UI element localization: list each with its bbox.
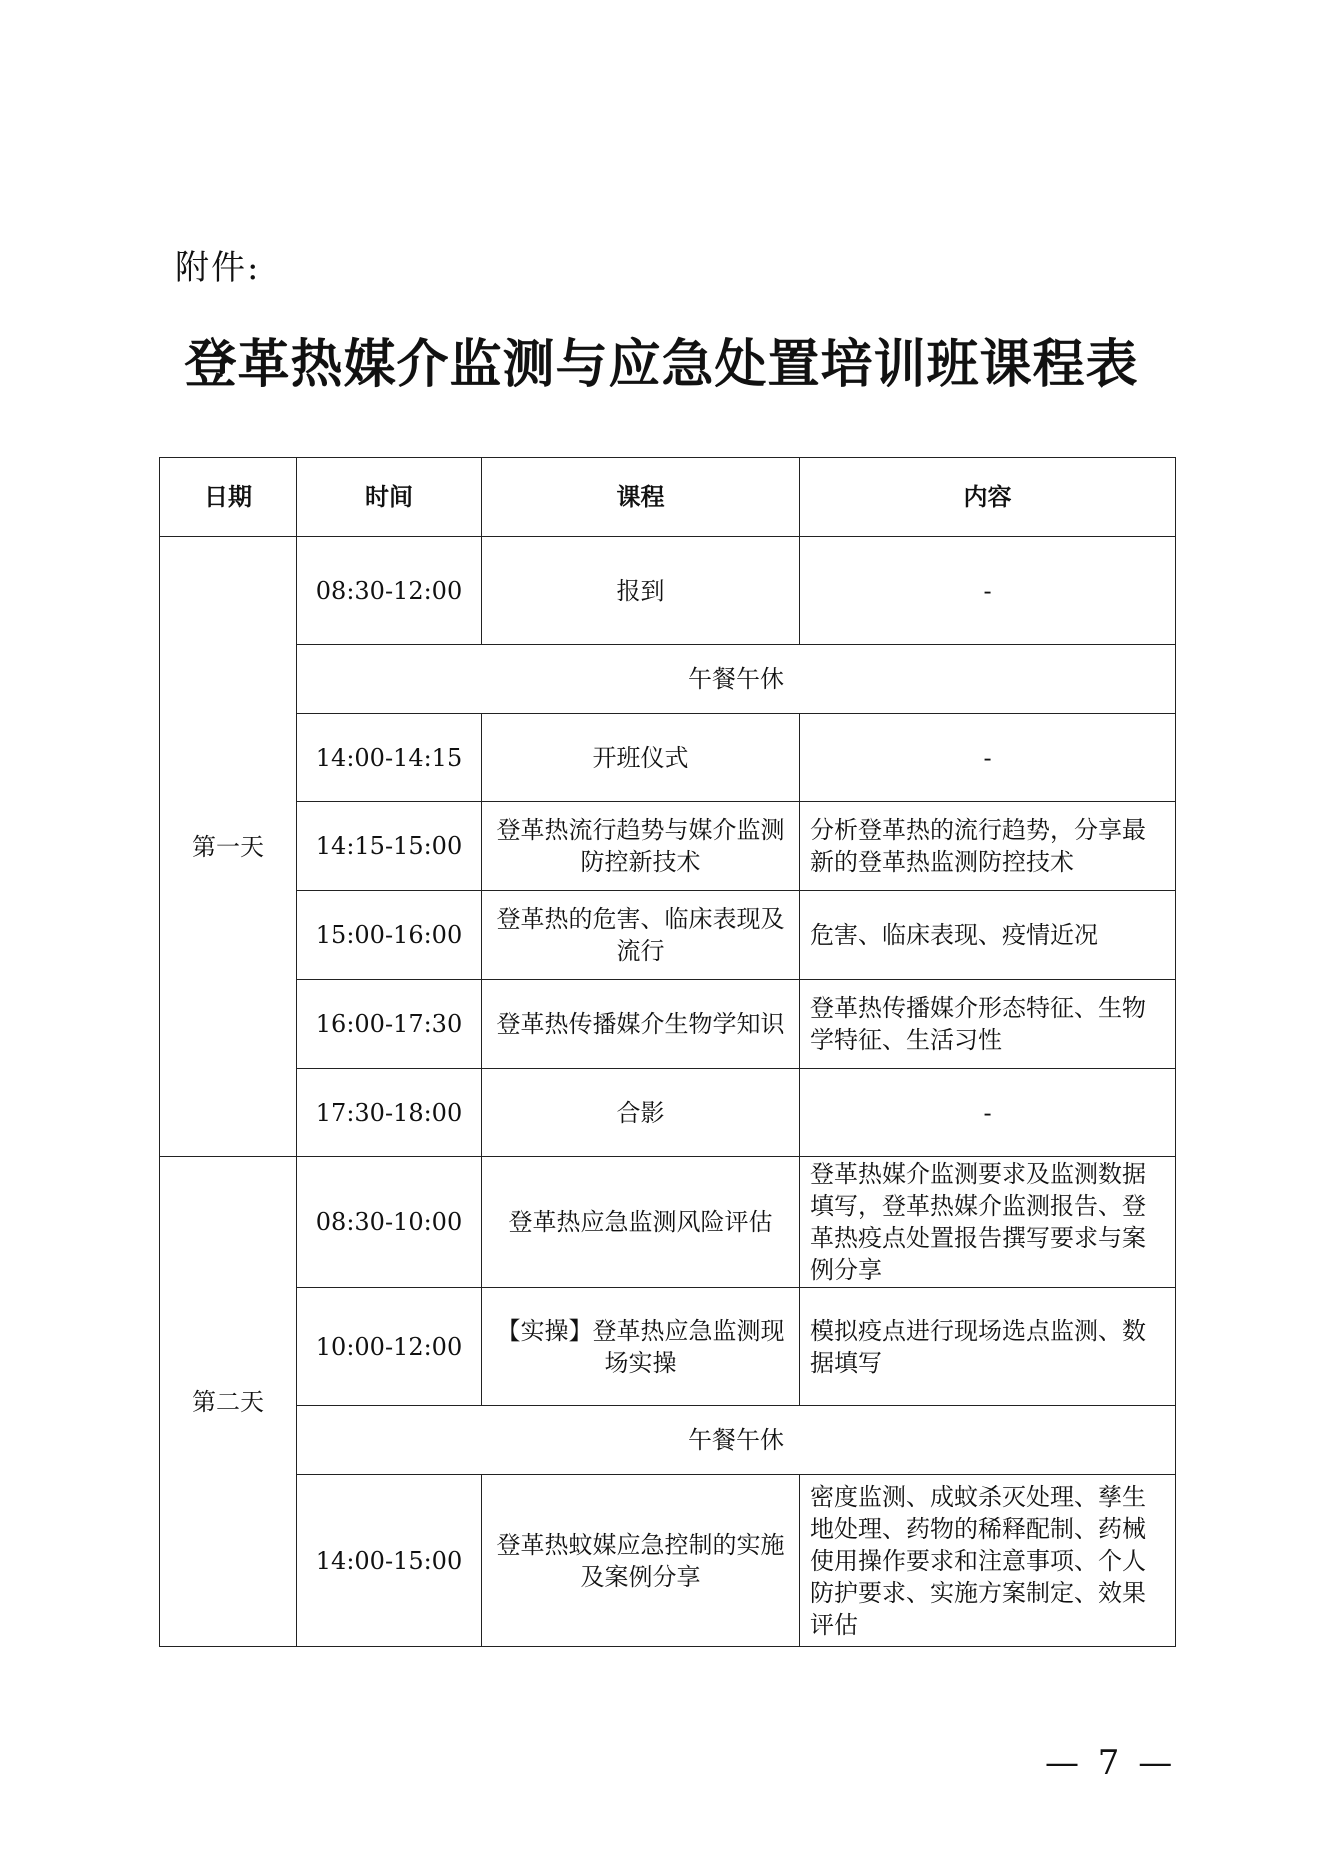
table-row [160,891,1176,980]
table-row [160,645,1176,714]
time-cell: 14:00-14:15 [297,714,482,802]
time-cell: 14:15-15:00 [297,802,482,891]
attachment-label: 附件: [175,248,261,288]
time-cell: 16:00-17:30 [297,980,482,1069]
content-cell: 危害、临床表现、疫情近况 [800,891,1176,980]
course-cell: 【实操】登革热应急监测现场实操 [482,1288,800,1406]
header-row [160,458,1176,537]
header-content: 内容 [800,458,1176,537]
header-date: 日期 [160,458,297,537]
course-cell: 登革热传播媒介生物学知识 [482,980,800,1069]
content-cell: 分析登革热的流行趋势，分享最新的登革热监测防控技术 [800,802,1176,891]
header-course: 课程 [482,458,800,537]
time-cell: 17:30-18:00 [297,1069,482,1157]
table-row [160,980,1176,1069]
table-row [160,714,1176,802]
content-cell: 登革热传播媒介形态特征、生物学特征、生活习性 [800,980,1176,1069]
content-cell: - [800,714,1176,802]
table-row [160,1069,1176,1157]
time-cell: 08:30-12:00 [297,537,482,645]
course-cell: 报到 [482,537,800,645]
time-cell: 08:30-10:00 [297,1157,482,1288]
time-cell: 10:00-12:00 [297,1288,482,1406]
course-cell: 登革热应急监测风险评估 [482,1157,800,1288]
time-cell: 15:00-16:00 [297,891,482,980]
table-row [160,537,1176,645]
content-cell: 模拟疫点进行现场选点监测、数据填写 [800,1288,1176,1406]
content-cell: 登革热媒介监测要求及监测数据填写，登革热媒介监测报告、登革热疫点处置报告撰写要求与案例分享 [800,1157,1176,1288]
course-cell: 登革热蚊媒应急控制的实施及案例分享 [482,1475,800,1647]
day-label: 第二天 [160,1157,297,1647]
content-cell: - [800,1069,1176,1157]
time-cell: 14:00-15:00 [297,1475,482,1647]
table-row [160,1475,1176,1647]
content-cell: 密度监测、成蚊杀灭处理、孳生地处理、药物的稀释配制、药械使用操作要求和注意事项、个人防护要求、实施方案制定、效果评估 [800,1475,1176,1647]
course-cell: 登革热流行趋势与媒介监测防控新技术 [482,802,800,891]
header-time: 时间 [297,458,482,537]
table-row [160,802,1176,891]
lunch-break-cell: 午餐午休 [297,1406,1176,1475]
course-cell: 登革热的危害、临床表现及流行 [482,891,800,980]
document-title: 登革热媒介监测与应急处置培训班课程表 [184,334,1139,395]
day-label: 第一天 [160,537,297,1157]
table-row [160,1157,1176,1288]
course-cell: 合影 [482,1069,800,1157]
course-cell: 开班仪式 [482,714,800,802]
schedule-table [159,457,1176,1647]
table-row [160,1288,1176,1406]
lunch-break-cell: 午餐午休 [297,645,1176,714]
content-cell: - [800,537,1176,645]
table-row [160,1406,1176,1475]
page-number: — 7 — [1045,1743,1177,1783]
